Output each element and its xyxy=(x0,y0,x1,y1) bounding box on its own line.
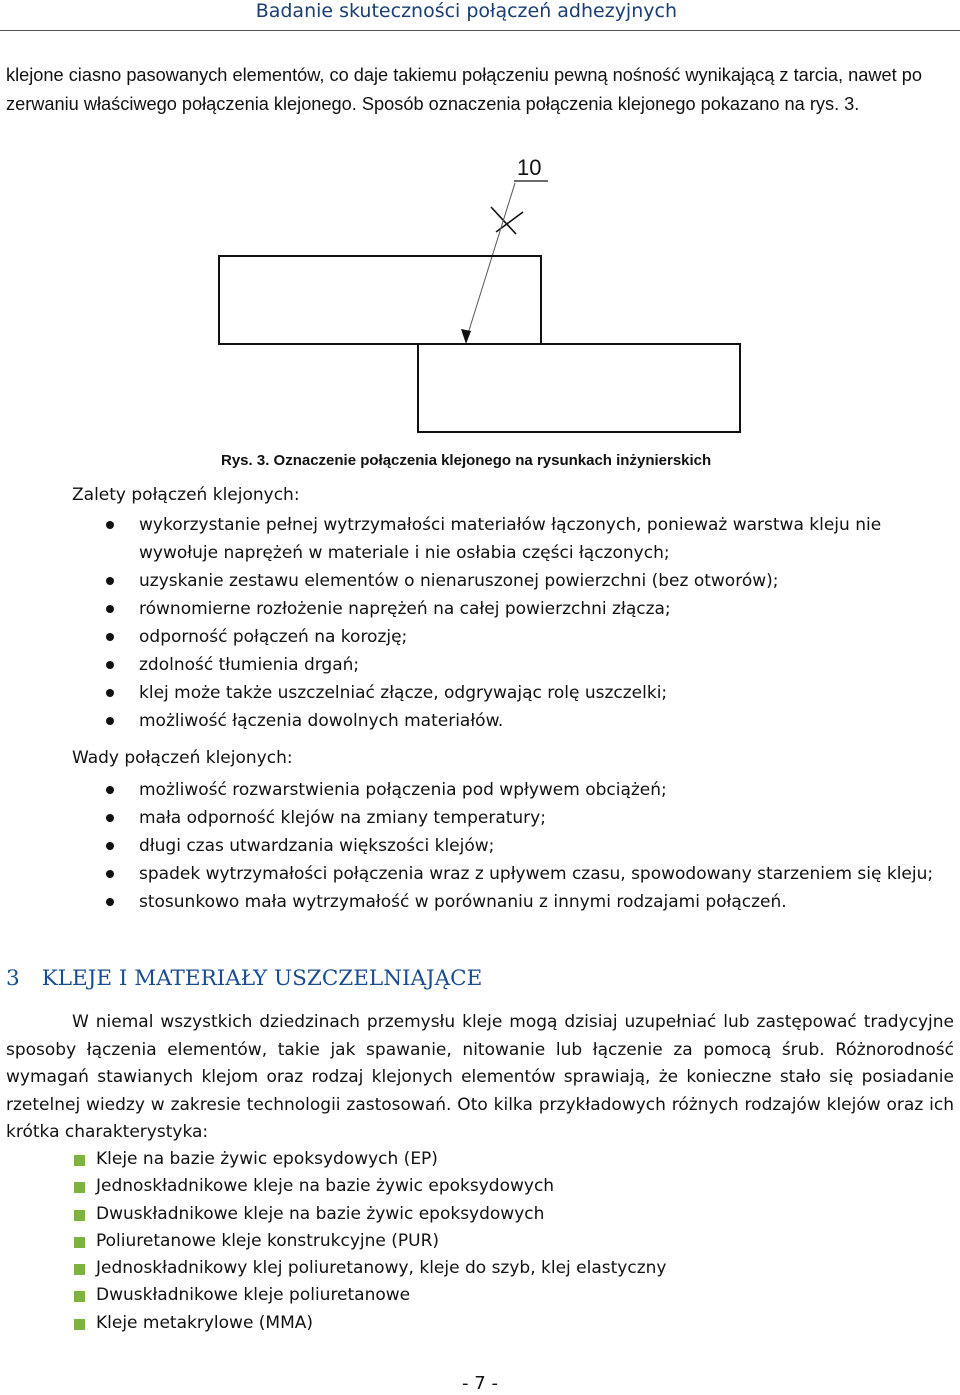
list-item: Kleje metakrylowe (MMA) xyxy=(74,1310,666,1337)
bullet-dot-icon xyxy=(106,717,114,725)
list-item: Dwuskładnikowe kleje poliuretanowe xyxy=(74,1282,666,1309)
header-title: Badanie skuteczności połączeń adhezyjnych xyxy=(255,0,677,22)
dimension-label: 10 xyxy=(517,155,542,180)
list-item: Jednoskładnikowe kleje na bazie żywic epoksydowych xyxy=(74,1173,666,1200)
square-bullet-icon xyxy=(74,1237,85,1248)
bullet-dot-icon xyxy=(106,661,114,669)
square-bullet-icon xyxy=(74,1155,85,1166)
section-title: KLEJE I MATERIAŁY USZCZELNIAJĄCE xyxy=(41,966,483,991)
bullet-dot-icon xyxy=(106,814,114,822)
list-item: zdolność tłumienia drgań; xyxy=(106,651,936,679)
bullet-dot-icon xyxy=(106,786,114,794)
square-bullet-icon xyxy=(74,1319,85,1330)
list-item: Dwuskładnikowe kleje na bazie żywic epoksydowych xyxy=(74,1201,666,1228)
section-heading xyxy=(6,966,482,991)
disadvantages-list xyxy=(106,776,936,916)
running-header xyxy=(0,0,960,28)
list-item: Poliuretanowe kleje konstrukcyjne (PUR) xyxy=(74,1228,666,1255)
bullet-dot-icon xyxy=(106,842,114,850)
bullet-dot-icon xyxy=(106,689,114,697)
upper-part xyxy=(219,256,541,344)
bullet-dot-icon xyxy=(106,521,114,529)
list-item: wykorzystanie pełnej wytrzymałości materiałów łączonych, ponieważ warstwa kleju nie wywołuje naprężeń w materiale i nie osłabia części łączonych; xyxy=(106,511,936,567)
bullet-dot-icon xyxy=(106,633,114,641)
header-divider xyxy=(0,30,960,31)
square-bullet-icon xyxy=(74,1210,85,1221)
list-item: długi czas utwardzania większości klejów; xyxy=(106,832,936,860)
intro-paragraph: klejone ciasno pasowanych elementów, co daje takiemu połączeniu pewną nośność wynikającą z tarcia, nawet po zerwaniu właściwego połączenia klejonego. Sposób oznaczenia połączenia klejonego pokazano na rys. 3. xyxy=(6,65,922,114)
figure-caption: Rys. 3. Oznaczenie połączenia klejonego na rysunkach inżynierskich xyxy=(221,452,712,469)
bullet-dot-icon xyxy=(106,870,114,878)
list-item: klej może także uszczelniać złącze, odgrywając rolę uszczelki; xyxy=(106,679,936,707)
list-item: spadek wytrzymałości połączenia wraz z upływem czasu, spowodowany starzeniem się kleju; xyxy=(106,860,936,888)
square-bullet-icon xyxy=(74,1264,85,1275)
symbol-stroke-2 xyxy=(496,212,523,232)
adhesive-types-list xyxy=(74,1146,666,1337)
figure-adhesive-joint xyxy=(0,150,960,480)
bullet-dot-icon xyxy=(106,898,114,906)
list-item: Kleje na bazie żywic epoksydowych (EP) xyxy=(74,1146,666,1173)
list-item: możliwość rozwarstwienia połączenia pod wpływem obciążeń; xyxy=(106,776,936,804)
list-item: równomierne rozłożenie naprężeń na całej powierzchni złącza; xyxy=(106,595,936,623)
square-bullet-icon xyxy=(74,1291,85,1302)
lower-part xyxy=(418,344,740,432)
advantages-list xyxy=(106,511,936,735)
bullet-dot-icon xyxy=(106,577,114,585)
leader-arrow xyxy=(461,329,471,344)
section-number: 3 xyxy=(6,966,20,991)
advantages-title: Zalety połączeń klejonych: xyxy=(72,485,300,505)
list-item: uzyskanie zestawu elementów o nienaruszonej powierzchni (bez otworów); xyxy=(106,567,936,595)
list-item: możliwość łączenia dowolnych materiałów. xyxy=(106,707,936,735)
list-item: mała odporność klejów na zmiany temperatury; xyxy=(106,804,936,832)
bullet-dot-icon xyxy=(106,605,114,613)
list-item: stosunkowo mała wytrzymałość w porównaniu z innymi rodzajami połączeń. xyxy=(106,888,936,916)
disadvantages-title: Wady połączeń klejonych: xyxy=(72,748,293,768)
joint-drawing xyxy=(0,150,960,460)
leader-line xyxy=(466,183,515,340)
section-paragraph: W niemal wszystkich dziedzinach przemysłu kleje mogą dzisiaj uzupełniać lub zastępować tradycyjne sposoby łączenia elementów, takie jak spawanie, nitowanie lub łączenie za pomocą śrub. Różnorodność wymagań stawianych klejom oraz rodzaj klejonych elementów sprawiają, że konieczne stało się posiadanie rzetelnej wiedzy w zakresie technologii zastosowań. Oto kilka przykładowych różnych rodzajów klejów oraz ich krótka charakterystyka: xyxy=(6,1012,954,1142)
square-bullet-icon xyxy=(74,1182,85,1193)
list-item: Jednoskładnikowy klej poliuretanowy, kleje do szyb, klej elastyczny xyxy=(74,1255,666,1282)
page-number: - 7 - xyxy=(462,1373,498,1394)
list-item: odporność połączeń na korozję; xyxy=(106,623,936,651)
